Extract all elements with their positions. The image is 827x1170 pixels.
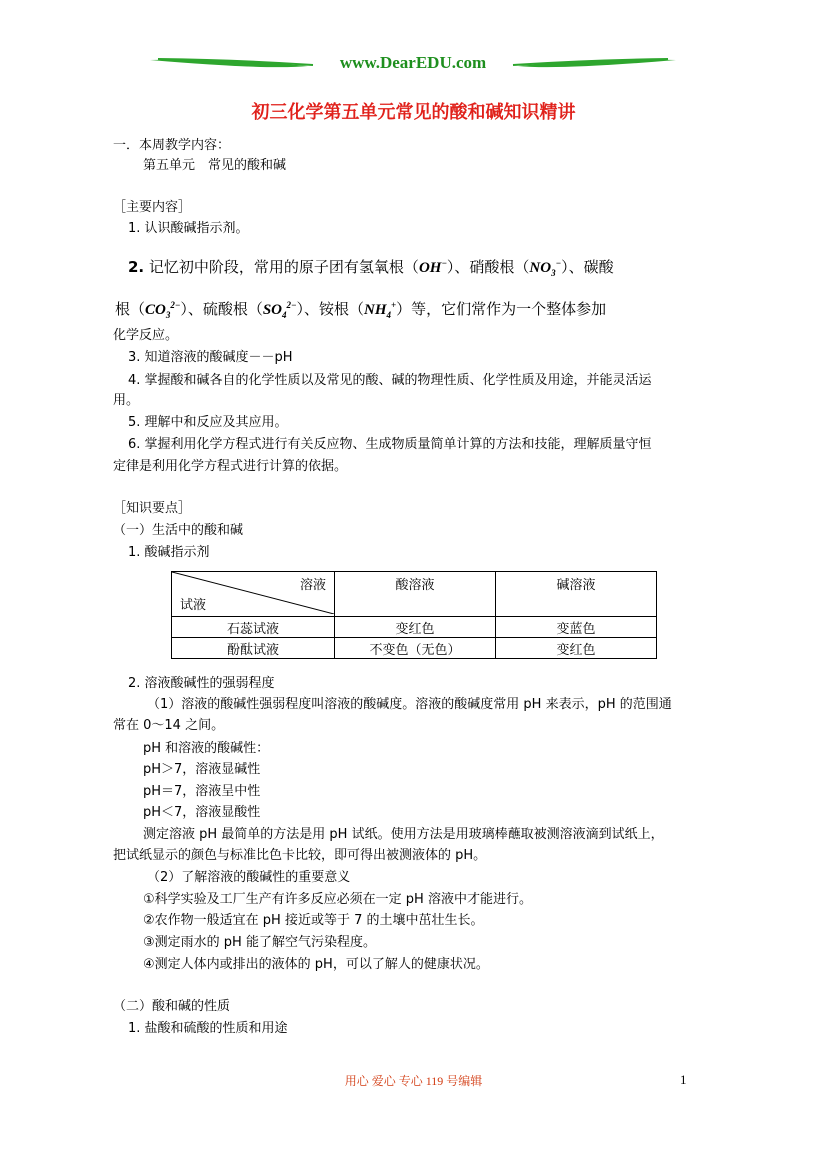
carbonate-formula: $CO_3^{2-}$ xyxy=(145,300,181,320)
ph-list-item: pH＜7，溶液显酸性 xyxy=(143,805,261,820)
content-item-4-line2: 用。 xyxy=(113,393,140,408)
content-item-5: 5. 理解中和反应及其应用。 xyxy=(128,415,288,430)
table-header-row xyxy=(172,572,657,617)
knowledge-label: ［知识要点］ xyxy=(113,501,192,516)
nitrate-formula: $NO_3^-$ xyxy=(529,258,562,278)
sub2-heading: 2. 溶液酸碱性的强弱程度 xyxy=(128,676,275,691)
item2-text-f: ）、铵根（ xyxy=(296,300,365,318)
site-banner xyxy=(148,50,678,80)
content-item-2-line1 xyxy=(128,252,614,284)
row-base-result: 变蓝色 xyxy=(496,617,657,638)
sub3-heading: 1. 盐酸和硫酸的性质和用途 xyxy=(128,1021,288,1036)
indicator-table xyxy=(171,571,657,659)
content-item-6-line2: 定律是利用化学方程式进行计算的依据。 xyxy=(113,459,348,474)
table-row xyxy=(172,617,657,638)
part2-heading: （二）酸和碱的性质 xyxy=(113,999,231,1014)
item2-text-a: 记忆初中阶段，常用的原子团有氢氧根（ xyxy=(148,258,419,276)
section1-heading: 一．本周教学内容： xyxy=(113,138,231,153)
content-item-2-line3: 化学反应。 xyxy=(113,328,179,343)
content-item-4-line1: 4. 掌握酸和碱各自的化学性质以及常见的酸、碱的物理性质、化学性质及用途，并能灵活运 xyxy=(128,373,652,388)
table-corner-cell xyxy=(172,572,335,617)
item2-text-e: ）、硫酸根（ xyxy=(180,300,263,318)
row-acid-result: 变红色 xyxy=(335,617,496,638)
ph-list-heading: pH 和溶液的酸碱性： xyxy=(143,741,270,756)
item2-text-b: ）、硝酸根（ xyxy=(446,258,530,276)
item2-text-g: ）等，它们常作为一个整体参加 xyxy=(396,300,607,318)
row-indicator-name: 酚酞试液 xyxy=(172,638,335,659)
significance-heading: （2）了解溶液的酸碱性的重要意义 xyxy=(147,870,351,885)
column-header-base: 碱溶液 xyxy=(496,572,657,617)
main-content-label: ［主要内容］ xyxy=(113,200,192,215)
table-row xyxy=(172,638,657,659)
content-item-3: 3. 知道溶液的酸碱度－－pH xyxy=(128,350,293,365)
content-item-1: 1. 认识酸碱指示剂。 xyxy=(128,221,249,236)
row-base-result: 变红色 xyxy=(496,638,657,659)
page-number: 1 xyxy=(680,1072,687,1087)
ph-list-item: pH＞7，溶液显碱性 xyxy=(143,762,261,777)
corner-bottom-label: 试液 xyxy=(180,598,207,613)
column-header-acid: 酸溶液 xyxy=(335,572,496,617)
ph-list-item: pH＝7，溶液呈中性 xyxy=(143,784,261,799)
footer-text: 用心 爱心 专心 119 号编辑 xyxy=(344,1074,483,1088)
significance-item: ④测定人体内或排出的液体的 pH，可以了解人的健康状况。 xyxy=(143,957,489,972)
site-url: www.DearEDU.com xyxy=(339,53,487,72)
measure-paragraph-line2: 把试纸显示的颜色与标准比色卡比较，即可得出被测液体的 pH。 xyxy=(113,848,487,863)
corner-top-label: 溶液 xyxy=(299,578,326,593)
ammonium-formula: $NH_4^+$ xyxy=(364,300,397,320)
row-acid-result: 不变色（无色） xyxy=(335,638,496,659)
item2-number: 2. xyxy=(128,258,145,276)
row-indicator-name: 石蕊试液 xyxy=(172,617,335,638)
sub1-heading: 1. 酸碱指示剂 xyxy=(128,545,210,560)
measure-paragraph-line1: 测定溶液 pH 最简单的方法是用 pH 试纸。使用方法是用玻璃棒蘸取被测溶液滴到试纸上， xyxy=(143,827,664,842)
significance-item: ①科学实验及工厂生产有许多反应必须在一定 pH 溶液中才能进行。 xyxy=(143,892,532,907)
item2-text-c: ）、碳酸 xyxy=(561,258,614,276)
item2-text-d: 根（ xyxy=(115,300,146,318)
ph-paragraph-line1: （1）溶液的酸碱性强弱程度叫溶液的酸碱度。溶液的酸碱度常用 pH 来表示，pH 的范围通 xyxy=(147,697,672,712)
content-item-6-line1: 6. 掌握利用化学方程式进行有关反应物、生成物质量简单计算的方法和技能，理解质量守恒 xyxy=(128,437,652,452)
significance-item: ③测定雨水的 pH 能了解空气污染程度。 xyxy=(143,935,376,950)
sulfate-formula: $SO_4^{2-}$ xyxy=(262,300,297,320)
hydroxide-formula: OH− xyxy=(418,258,447,276)
section1-unit: 第五单元 常见的酸和碱 xyxy=(143,158,287,173)
content-item-2-line2 xyxy=(115,294,606,326)
page-title: 初三化学第五单元常见的酸和碱知识精讲 xyxy=(251,102,576,123)
part1-heading: （一）生活中的酸和碱 xyxy=(113,523,244,538)
significance-item: ②农作物一般适宜在 pH 接近或等于 7 的土壤中茁壮生长。 xyxy=(143,913,484,928)
ph-paragraph-line2: 常在 0～14 之间。 xyxy=(113,718,225,733)
